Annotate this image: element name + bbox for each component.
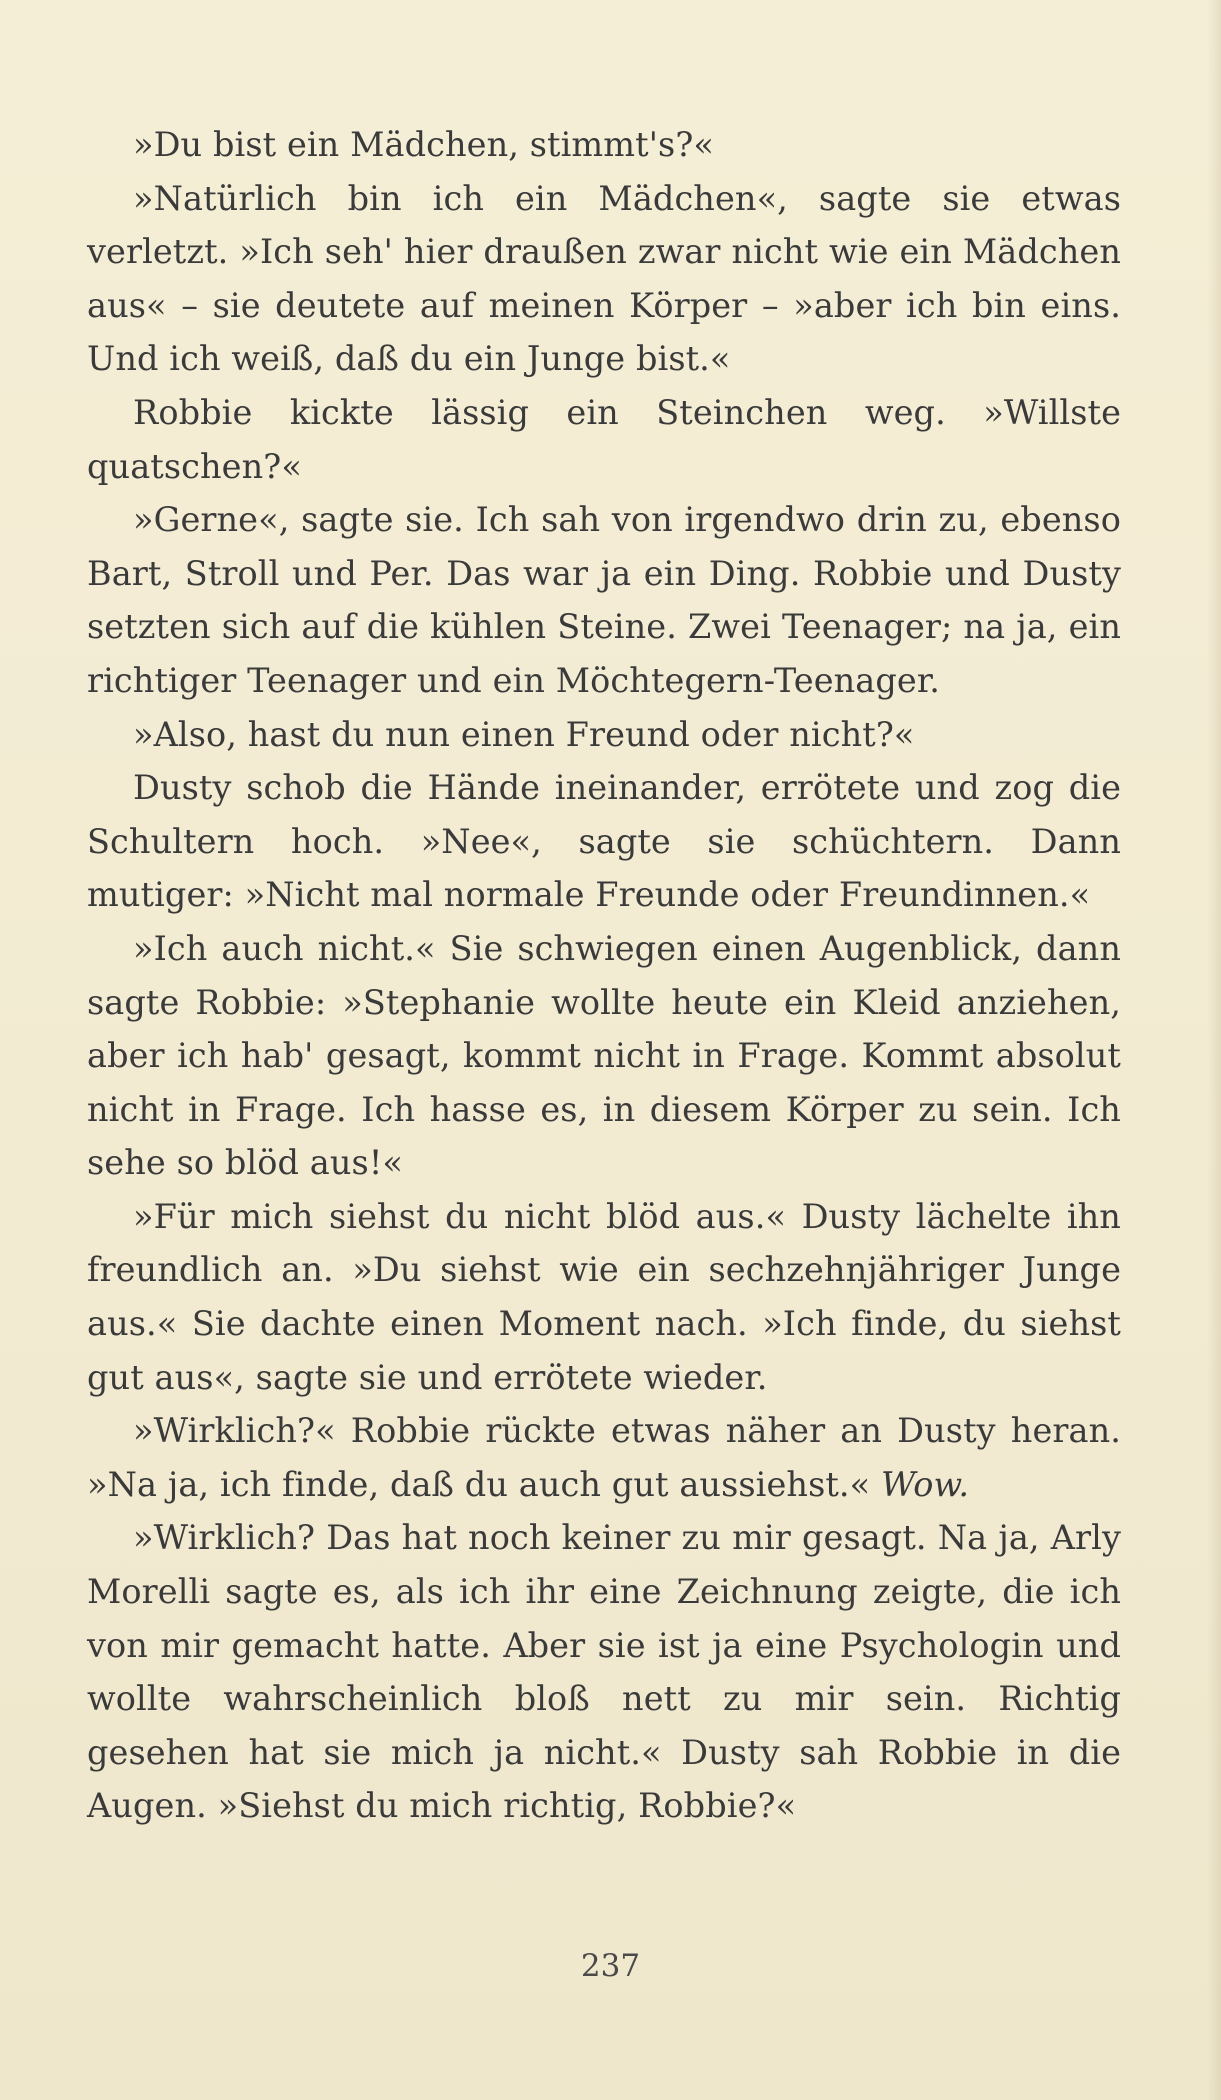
paragraph-8: »Für mich siehst du nicht blöd aus.« Dusty lächelte ihn freundlich an. »Du siehst wie ein sechzehnjähriger Junge aus.« Sie dachte einen Moment nach. »Ich finde, du siehst gut aus«, sagte sie und errötete wieder. — [87, 1196, 1121, 1397]
paragraph-9-text: »Wirklich?« Robbie rückte etwas näher an Dusty heran. »Na ja, ich finde, daß du auch gut aussiehst.« — [87, 1411, 1121, 1504]
paragraph-6: Dusty schob die Hände ineinander, errötete und zog die Schultern hoch. »Nee«, sagte sie schüchtern. Dann mutiger: »Nicht mal normale Freunde oder Freundinnen.« — [87, 768, 1121, 915]
page-number: 237 — [580, 1948, 641, 1984]
paragraph-1: »Du bist ein Mädchen, stimmt's?« — [133, 125, 714, 164]
paragraph-9 — [87, 1404, 1121, 1511]
paragraph-7: »Ich auch nicht.« Sie schwiegen einen Augenblick, dann sagte Robbie: »Stephanie wollte heute ein Kleid anziehen, aber ich hab' gesagt, kommt nicht in Frage. Kommt absolut nicht in Frage. Ich hasse es, in diesem Körper zu sein. Ich sehe so blöd aus!« — [87, 928, 1121, 1183]
paragraph-5: »Also, hast du nun einen Freund oder nicht?« — [133, 714, 915, 754]
body-text — [87, 118, 1121, 1833]
paragraph-9-emphasis: Wow. — [881, 1464, 970, 1504]
paragraph-10: »Wirklich? Das hat noch keiner zu mir gesagt. Na ja, Arly Morelli sagte es, als ich ihr eine Zeichnung zeigte, die ich von mir gemacht hatte. Aber sie ist ja eine Psychologin und wollte wahrscheinlich bloß nett zu mir sein. Richtig gesehen hat sie mich ja nicht.« Dusty sah Robbie in die Augen. »Siehst du mich richtig, Robbie?« — [87, 1518, 1121, 1826]
paragraph-3: Robbie kickte lässig ein Steinchen weg. »Willste quatschen?« — [87, 392, 1121, 486]
paragraph-2: »Natürlich bin ich ein Mädchen«, sagte sie etwas verletzt. »Ich seh' hier draußen zwar nicht wie ein Mädchen aus« – sie deutete auf meinen Körper – »aber ich bin eins. Und ich weiß, daß du ein Junge bist.« — [87, 178, 1121, 379]
paragraph-4: »Gerne«, sagte sie. Ich sah von irgendwo drin zu, ebenso Bart, Stroll und Per. Das war ja ein Ding. Robbie und Dusty setzten sich auf die kühlen Steine. Zwei Teenager; na ja, ein richtiger Teenager und ein Möchtegern-Teenager. — [87, 500, 1121, 700]
